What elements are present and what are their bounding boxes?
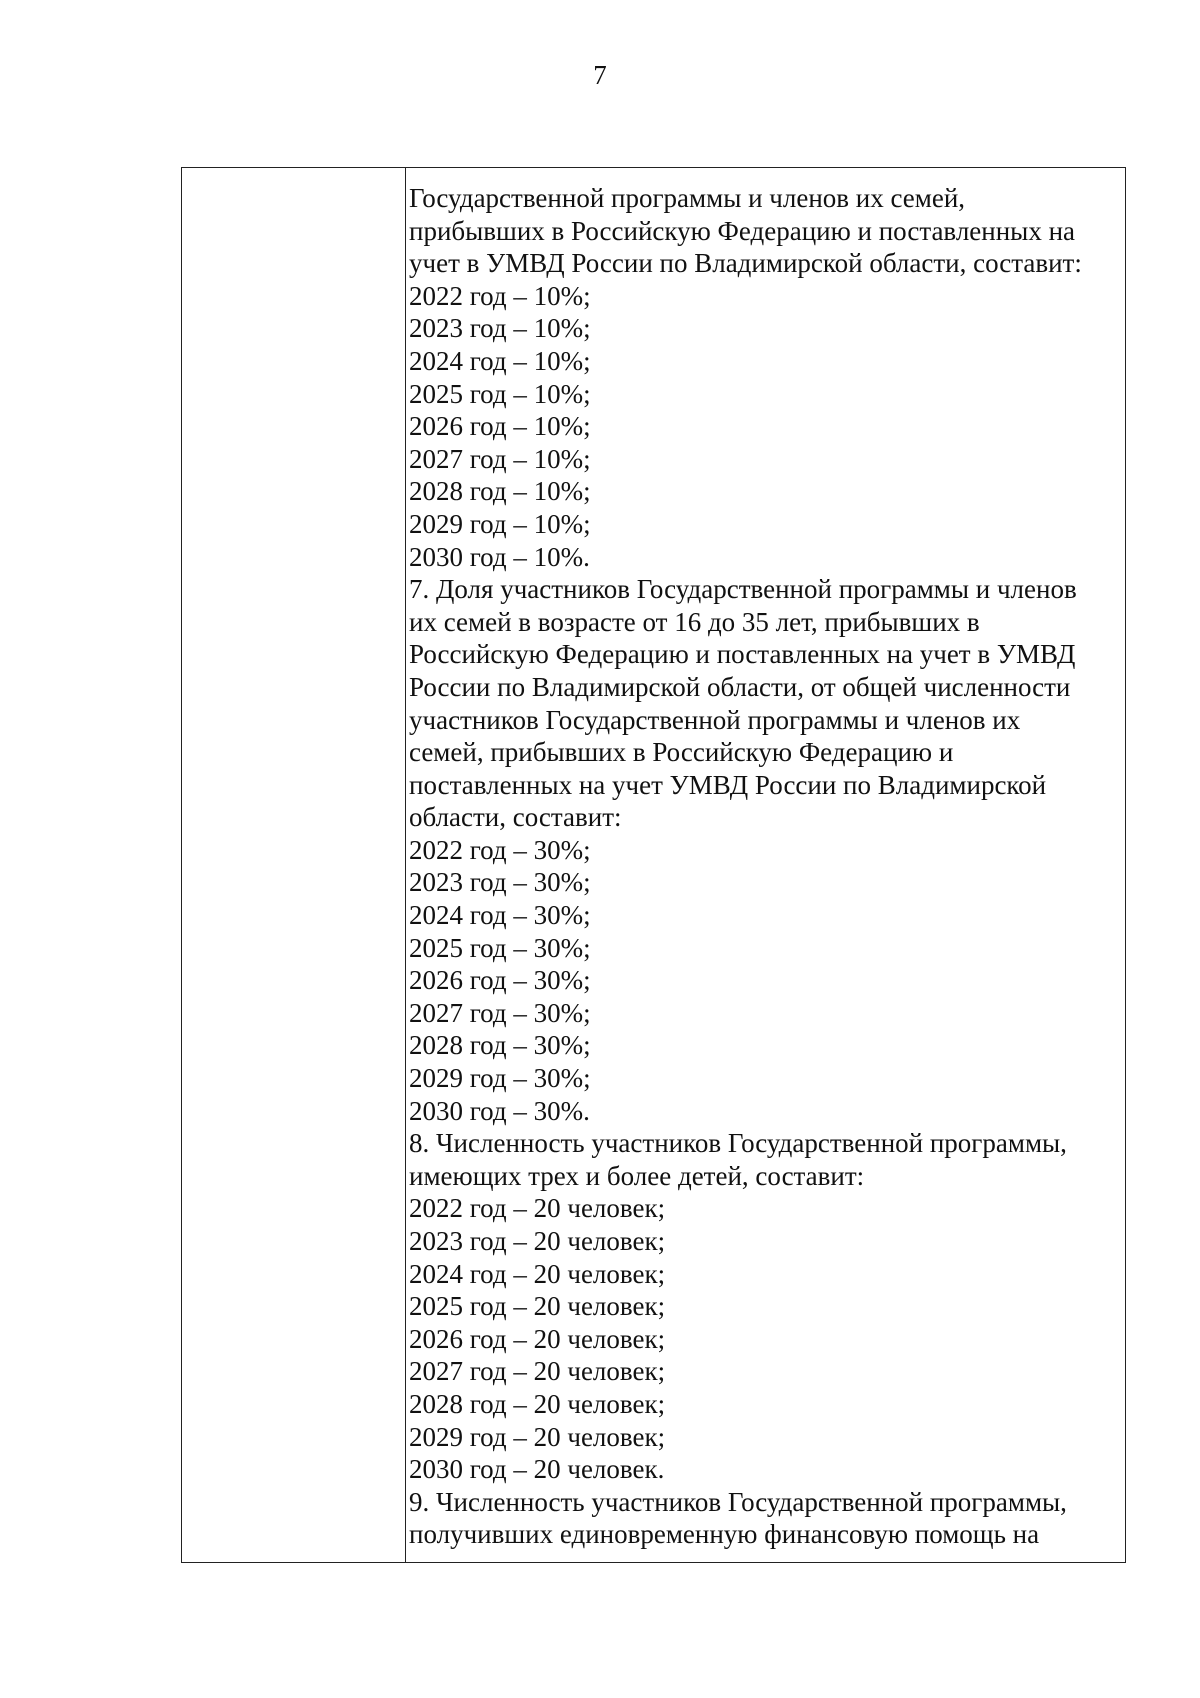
text-line: 8. Численность участников Государственной программы, <box>409 1128 1067 1159</box>
page-number: 7 <box>593 60 607 90</box>
text-line: 2030 год – 30%. <box>409 1095 590 1126</box>
text-line: учет в УМВД России по Владимирской области, составит: <box>409 248 1082 279</box>
document-table <box>181 167 1126 1563</box>
text-line: прибывших в Российскую Федерацию и поставленных на <box>409 215 1076 246</box>
text-line: 2029 год – 30%; <box>409 1063 591 1094</box>
text-line: 2025 год – 20 человек; <box>409 1291 666 1322</box>
text-line: области, составит: <box>409 802 622 833</box>
text-line: имеющих трех и более детей, составит: <box>409 1160 865 1191</box>
text-line: 2024 год – 10%; <box>409 345 591 376</box>
text-line: 2026 год – 20 человек; <box>409 1323 666 1354</box>
text-line: 2030 год – 20 человек. <box>409 1454 665 1485</box>
text-line: 2027 год – 30%; <box>409 997 591 1028</box>
text-line: 2025 год – 10%; <box>409 378 591 409</box>
text-line: 2028 год – 10%; <box>409 476 591 507</box>
text-line: 2022 год – 10%; <box>409 280 591 311</box>
text-line: 2023 год – 30%; <box>409 867 591 898</box>
text-line: их семей в возрасте от 16 до 35 лет, прибывших в <box>409 606 980 637</box>
text-line: 2022 год – 30%; <box>409 834 591 865</box>
text-line: 2026 год – 30%; <box>409 965 591 996</box>
text-line: 2029 год – 20 человек; <box>409 1421 666 1452</box>
text-line: 2023 год – 20 человек; <box>409 1226 666 1256</box>
table-cell-right <box>406 182 1119 1562</box>
text-line: Российскую Федерацию и поставленных на учет в УМВД <box>409 639 1076 670</box>
text-line: 2028 год – 20 человек; <box>409 1388 666 1419</box>
text-line: 9. Численность участников Государственной программы, <box>409 1486 1067 1517</box>
text-line: участников Государственной программы и членов их <box>409 704 1021 735</box>
text-line: 2023 год – 10%; <box>409 313 591 344</box>
text-line: 2028 год – 30%; <box>409 1030 591 1061</box>
text-line: 2024 год – 20 человек; <box>409 1258 666 1289</box>
text-line: 7. Доля участников Государственной программы и членов <box>409 574 1077 605</box>
text-line: 2027 год – 20 человек; <box>409 1356 666 1387</box>
text-line: 2024 год – 30%; <box>409 900 591 931</box>
table-cell-left <box>182 168 405 1562</box>
text-line: 2027 год – 10%; <box>409 443 591 474</box>
text-line: 2029 год – 10%; <box>409 508 591 539</box>
text-line: получивших единовременную финансовую помощь на <box>409 1519 1040 1550</box>
text-line: 2022 год – 20 человек; <box>409 1193 666 1224</box>
text-line: 2030 год – 10%. <box>409 541 590 572</box>
text-line: 2025 год – 30%; <box>409 932 591 963</box>
text-line: Государственной программы и членов их семей, <box>409 183 966 213</box>
text-line: 2026 год – 10%; <box>409 411 591 442</box>
text-line: поставленных на учет УМВД России по Владимирской <box>409 769 1047 800</box>
text-line: семей, прибывших в Российскую Федерацию и <box>409 737 954 768</box>
text-line: России по Владимирской области, от общей численности <box>409 671 1071 702</box>
